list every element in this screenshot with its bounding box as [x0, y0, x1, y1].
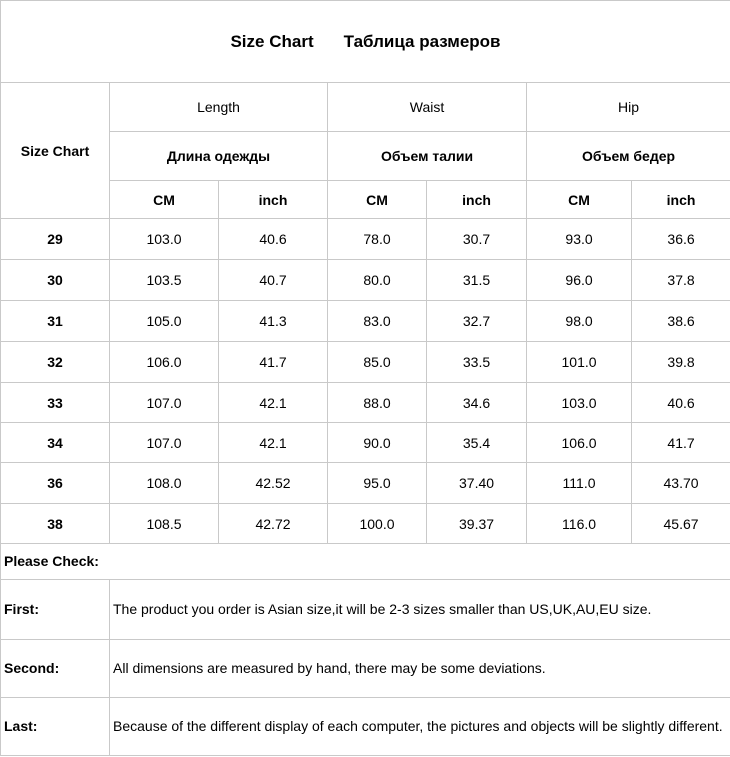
table-row [1, 219, 730, 260]
note-label: First: [1, 579, 110, 639]
size-chart-label: Size Chart [1, 83, 110, 219]
waist-header-ru: Объем талии [328, 132, 527, 181]
value-cell: 80.0 [328, 260, 427, 301]
value-cell: 39.8 [632, 342, 730, 383]
value-cell: 40.6 [219, 219, 328, 260]
value-cell: 103.0 [110, 219, 219, 260]
value-cell: 108.0 [110, 463, 219, 504]
value-cell: 42.1 [219, 423, 328, 463]
note-row [1, 697, 730, 755]
note-row [1, 579, 730, 639]
value-cell: 42.72 [219, 504, 328, 544]
value-cell: 40.7 [219, 260, 328, 301]
value-cell: 38.6 [632, 301, 730, 342]
size-cell: 32 [1, 342, 110, 383]
value-cell: 95.0 [328, 463, 427, 504]
value-cell: 32.7 [427, 301, 527, 342]
length-header: Length [110, 83, 328, 132]
unit-header: inch [632, 181, 730, 219]
length-header-ru: Длина одежды [110, 132, 328, 181]
value-cell: 106.0 [527, 423, 632, 463]
value-cell: 107.0 [110, 423, 219, 463]
value-cell: 41.7 [219, 342, 328, 383]
value-cell: 101.0 [527, 342, 632, 383]
value-cell: 103.0 [527, 383, 632, 423]
unit-header: CM [328, 181, 427, 219]
value-cell: 98.0 [527, 301, 632, 342]
value-cell: 107.0 [110, 383, 219, 423]
table-row [1, 260, 730, 301]
value-cell: 108.5 [110, 504, 219, 544]
value-cell: 41.7 [632, 423, 730, 463]
value-cell: 41.3 [219, 301, 328, 342]
note-text: The product you order is Asian size,it will be 2-3 sizes smaller than US,UK,AU,EU size. [110, 579, 730, 639]
value-cell: 96.0 [527, 260, 632, 301]
value-cell: 36.6 [632, 219, 730, 260]
value-cell: 30.7 [427, 219, 527, 260]
table-row [1, 383, 730, 423]
value-cell: 35.4 [427, 423, 527, 463]
value-cell: 39.37 [427, 504, 527, 544]
value-cell: 83.0 [328, 301, 427, 342]
table-row [1, 463, 730, 504]
value-cell: 37.8 [632, 260, 730, 301]
value-cell: 105.0 [110, 301, 219, 342]
value-cell: 88.0 [328, 383, 427, 423]
note-text: All dimensions are measured by hand, there may be some deviations. [110, 639, 730, 697]
please-check-heading: Please Check: [1, 543, 730, 579]
note-label: Second: [1, 639, 110, 697]
value-cell: 45.67 [632, 504, 730, 544]
note-text: Because of the different display of each computer, the pictures and objects will be slightly different. [110, 697, 730, 755]
value-cell: 85.0 [328, 342, 427, 383]
title-russian: Таблица размеров [343, 32, 501, 51]
value-cell: 93.0 [527, 219, 632, 260]
waist-header: Waist [328, 83, 527, 132]
notes-section [0, 543, 730, 756]
value-cell: 43.70 [632, 463, 730, 504]
value-cell: 90.0 [328, 423, 427, 463]
unit-header: CM [110, 181, 219, 219]
value-cell: 42.1 [219, 383, 328, 423]
size-cell: 34 [1, 423, 110, 463]
chart-title [0, 0, 730, 83]
hip-header: Hip [527, 83, 730, 132]
value-cell: 106.0 [110, 342, 219, 383]
value-cell: 37.40 [427, 463, 527, 504]
value-cell: 31.5 [427, 260, 527, 301]
value-cell: 42.52 [219, 463, 328, 504]
unit-header: CM [527, 181, 632, 219]
value-cell: 100.0 [328, 504, 427, 544]
table-row [1, 423, 730, 463]
value-cell: 33.5 [427, 342, 527, 383]
value-cell: 103.5 [110, 260, 219, 301]
size-cell: 36 [1, 463, 110, 504]
table-row [1, 504, 730, 544]
unit-header: inch [427, 181, 527, 219]
value-cell: 116.0 [527, 504, 632, 544]
size-cell: 38 [1, 504, 110, 544]
value-cell: 40.6 [632, 383, 730, 423]
value-cell: 34.6 [427, 383, 527, 423]
value-cell: 78.0 [328, 219, 427, 260]
size-cell: 33 [1, 383, 110, 423]
size-table [0, 82, 730, 544]
notes-table [0, 543, 730, 756]
size-cell: 29 [1, 219, 110, 260]
note-row [1, 639, 730, 697]
value-cell: 111.0 [527, 463, 632, 504]
size-cell: 31 [1, 301, 110, 342]
table-row [1, 342, 730, 383]
hip-header-ru: Объем бедер [527, 132, 730, 181]
size-cell: 30 [1, 260, 110, 301]
unit-header: inch [219, 181, 328, 219]
title-english: Size Chart [230, 32, 314, 51]
table-row [1, 301, 730, 342]
note-label: Last: [1, 697, 110, 755]
